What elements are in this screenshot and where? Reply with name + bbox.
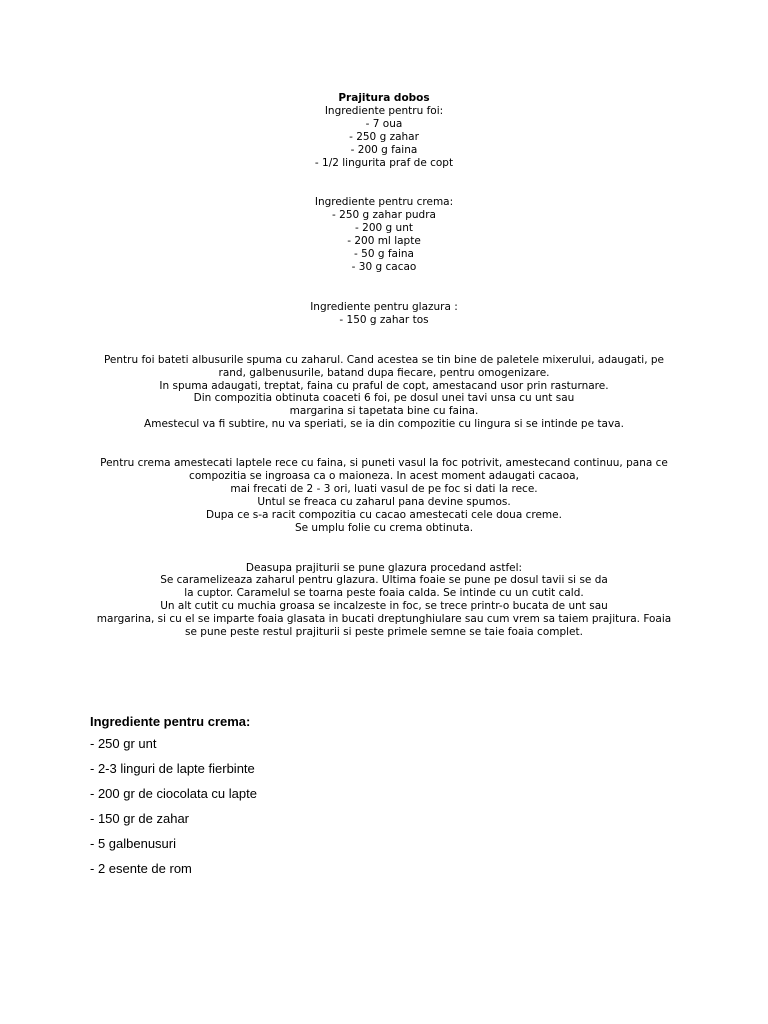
method-line: Untul se freaca cu zaharul pana devine spumos. (257, 495, 511, 508)
ingredient-line: - 50 g faina (354, 248, 414, 261)
method-line: mai frecati de 2 - 3 ori, luati vasul de pe foc si dati la rece. (230, 482, 538, 495)
alt-cream-section (90, 712, 257, 881)
method-line: Pentru crema amestecati laptele rece cu faina, si puneti vasul la foc potrivit, amestecand continuu, pana ce (100, 457, 668, 470)
recipe-title: Prajitura dobos (338, 92, 430, 104)
ingredient-line: - 7 oua (365, 117, 403, 130)
ingredient-line: - 200 g faina (350, 143, 418, 156)
ingredient-line: - 200 ml lapte (347, 235, 421, 248)
ingredient-line: - 150 g zahar tos (339, 313, 429, 326)
method-line: Deasupa prajiturii se pune glazura procedand astfel: (245, 561, 523, 574)
method-line: Un alt cutit cu muchia groasa se incalzeste in foc, se trece printr-o bucata de unt sau (160, 600, 608, 613)
alt-cream-item: - 2 esente de rom (90, 861, 192, 876)
method-line: margarina si tapetata bine cu faina. (289, 405, 479, 418)
method-line: Se umplu folie cu crema obtinuta. (294, 521, 474, 534)
method-line: la cuptor. Caramelul se toarna peste foaia calda. Se intinde cu un cutit cald. (184, 587, 584, 600)
cream-ingredients (90, 196, 678, 273)
ingredient-line: - 200 g unt (355, 222, 413, 235)
method-line: Dupa ce s-a racit compozitia cu cacao amestecati cele doua creme. (206, 508, 562, 521)
method-line: In spuma adaugati, treptat, faina cu praful de copt, amestacand usor prin rasturnare. (159, 379, 609, 392)
cream-ingredients-heading: Ingrediente pentru crema: (314, 196, 454, 209)
glaze-method (90, 562, 678, 639)
method-line: se pune peste restul prajiturii si peste primele semne se taie foaia complet. (185, 626, 583, 639)
ingredient-line: - 250 g zahar (349, 130, 419, 143)
method-line: Se caramelizeaza zaharul pentru glazura. Ultima foaie se pune pe dosul tavii si se da (160, 574, 608, 587)
alt-cream-item: - 200 gr de ciocolata cu lapte (90, 786, 257, 801)
alt-cream-item: - 5 galbenusuri (90, 836, 176, 851)
alt-cream-heading: Ingrediente pentru crema: (90, 714, 251, 729)
method-line: Pentru foi bateti albusurile spuma cu zaharul. Cand acestea se tin bine de paletele mixerului, adaugati, pe (103, 353, 665, 366)
method-line: Din compozitia obtinuta coaceti 6 foi, pe dosul unei tavi unsa cu unt sau (193, 392, 575, 405)
ingredient-line: - 250 g zahar pudra (332, 209, 436, 222)
cream-method (90, 457, 678, 534)
sheet-ingredients (90, 105, 678, 170)
sheet-ingredients-heading: Ingrediente pentru foi: (324, 104, 444, 117)
ingredient-line: - 1/2 lingurita praf de copt (314, 156, 454, 169)
method-line: margarina, si cu el se imparte foaia glasata in bucati dreptunghiulare sau cum vrem sa taiem prajitura. Foaia (96, 613, 672, 626)
sheets-method (90, 354, 678, 431)
glaze-ingredients (90, 301, 678, 327)
ingredient-line: - 30 g cacao (351, 260, 417, 273)
method-line: Amestecul va fi subtire, nu va speriati, se ia din compozitie cu lingura si se intinde pe tava. (144, 418, 624, 431)
method-line: compozitia se ingroasa ca o maioneza. In acest moment adaugati cacaoa, (189, 470, 579, 483)
alt-cream-item: - 250 gr unt (90, 736, 157, 751)
glaze-ingredients-heading: Ingrediente pentru glazura : (310, 300, 458, 313)
recipe-body (90, 92, 678, 639)
alt-cream-item: - 150 gr de zahar (90, 811, 190, 826)
method-line: rand, galbenusurile, batand dupa fiecare, pentru omogenizare. (218, 366, 550, 379)
alt-cream-item: - 2-3 linguri de lapte fierbinte (90, 761, 255, 776)
